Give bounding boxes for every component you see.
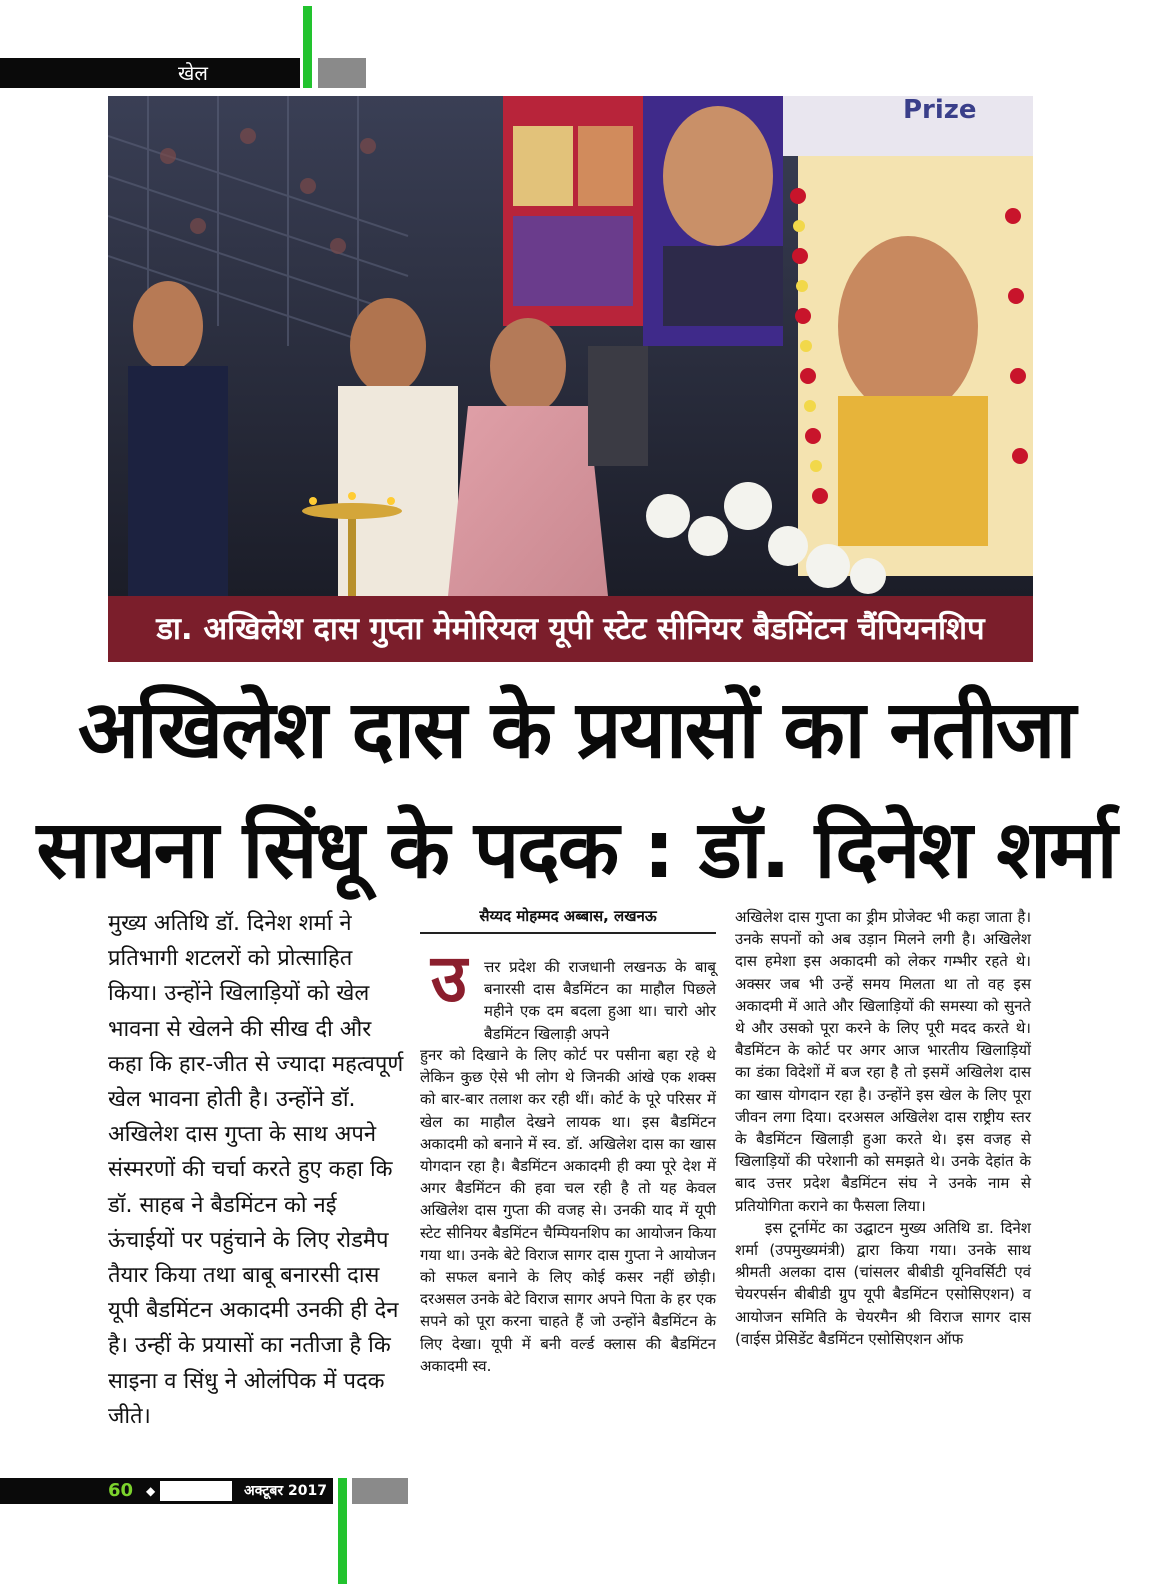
right-column-paragraph-2: इस टूर्नामेंट का उद्घाटन मुख्य अतिथि डा. दिनेश शर्मा (उपमुख्यमंत्री) द्वारा किया गया। उनके साथ श्रीमती अलका दास (चांसलर बीबीडी यूनिवर्सिटी एवं चेयरपर्सन बीबीडी ग्रुप यूपी बैडमिंटन एसोसिएशन) व आयोजन समिति के चेयरमैन श्री विराज सागर दास (वाईस प्रेसिडेंट बैडमिंटन एसोसिएशन ऑफ <box>735 1218 1031 1348</box>
byline-rule <box>420 932 716 934</box>
headline-line-2: सायना सिंधू के पदक : डॉ. दिनेश शर्मा <box>36 803 1116 896</box>
diamond-icon: ◆ <box>146 1484 156 1498</box>
banner-text: Prize <box>903 96 977 125</box>
section-label: खेल <box>178 61 208 85</box>
right-column-paragraph-1: अखिलेश दास गुप्ता का ड्रीम प्रोजेक्ट भी कहा जाता है। उनके सपनों को अब उड़ान मिलने लगी है। अखिलेश दास हमेशा इस अकादमी को लेकर गम्भीर रहते थे। अक्सर जब भी उन्हें समय मिलता था तो वह इस अकादमी में आते और खिलाड़ियों की समस्या को सुनते थे और उसको पूरा करने के लिए पूरी मदद करते थे। बैडमिंटन के कोर्ट पर अगर आज भारतीय खिलाड़ियों का डंका विदेशों में बज रहा है तो इसमें अखिलेश दास का खास योगदान रहा है। उन्होंने इस खेल के लिए पूरा जीवन लगा दिया। दरअसल अखिलेश दास राष्ट्रीय स्तर के बैडमिंटन खिलाड़ी हुआ करते थे। इस वजह से खिलाड़ियों की परेशानी को समझते थे। उनके देहांत के बाद उत्तर प्रदेश बैडमिंटन संघ ने उनके नाम से प्रतियोगिता कराने का फैसला लिया। <box>735 908 1031 1215</box>
magazine-logo <box>160 1481 232 1501</box>
drop-cap: उ <box>430 940 468 1017</box>
section-header-bar <box>0 58 300 88</box>
event-photo-illustration <box>108 96 1033 596</box>
byline: सैय्यद मोहम्मद अब्बास, लखनऊ <box>479 907 657 925</box>
headline-line-1: अखिलेश दास के प्रयासों का नतीजा <box>77 683 1075 776</box>
green-accent-line-bottom <box>338 1478 347 1584</box>
grey-accent-block-top <box>318 58 366 88</box>
page-number: 60 <box>108 1480 134 1501</box>
left-column-text: मुख्य अतिथि डॉ. दिनेश शर्मा ने प्रतिभागी शटलरों को प्रोत्साहित किया। उन्होंने खिलाड़ियों को खेल भावना से खेलने की सीख दी और कहा कि हार-जीत से ज्यादा महत्वपूर्ण खेल भावना होती है। उन्होंने डॉ. अखिलेश दास गुप्ता के साथ अपने संस्मरणों की चर्चा करते हुए कहा कि डॉ. साहब ने बैडमिंटन को नई ऊंचाईयों पर पहुंचाने के लिए रोडमैप तैयार किया तथा बाबू बनारसी दास यूपी बैडमिंटन अकादमी उनकी ही देन है। उन्हीं के प्रयासों का नतीजा है कि साइना व सिंधु ने ओलंपिक में पदक जीते। <box>108 911 404 1429</box>
middle-column-text-bottom: हुनर को दिखाने के लिए कोर्ट पर पसीना बहा रहे थे लेकिन कुछ ऐसे भी लोग थे जिनकी आंखे एक शक्स को बार-बार तलाश कर रही थीं। कोर्ट के पूरे परिसर में खेल का माहौल देखने लायक था। इस बैडमिंटन अकादमी को बनाने में स्व. डॉ. अखिलेश दास का खास योगदान रहा है। बैडमिंटन अकादमी ही क्या पूरे देश में अगर बैडमिंटन की हवा चल रही है तो यह केवल अखिलेश दास गुप्ता की वजह से। उनकी याद में यूपी स्टेट सीनियर बैडमिंटन चैम्पियनशिप का आयोजन किया गया था। उनके बेटे विराज सागर दास गुप्ता ने आयोजन को सफल बनाने के लिए कोई कसर नहीं छोड़ी। दरअसल उनके बेटे विराज सागर अपने पिता के हर एक सपने को पूरा करना चाहते हैं जो उन्होंने बैडमिंटन के लिए देखा। यूपी में बनी वर्ल्ड क्लास की बैडमिंटन अकादमी स्व. <box>420 1046 716 1375</box>
grey-accent-block-bottom <box>352 1478 408 1504</box>
green-accent-line-top <box>303 6 312 88</box>
middle-column-text-top: त्तर प्रदेश की राजधानी लखनऊ के बाबू बनारसी दास बैडमिंटन का माहौल पिछले महीने एक दम बदला हुआ था। चारो ओर बैडमिंटन खिलाड़ी अपने <box>484 958 716 1043</box>
event-photo <box>108 96 1033 596</box>
right-column <box>735 906 1031 1350</box>
photo-caption: डा. अखिलेश दास गुप्ता मेमोरियल यूपी स्टेट सीनियर बैडमिंटन चैंपियनशिप <box>156 611 985 647</box>
issue-date: अक्टूबर 2017 <box>244 1483 327 1499</box>
